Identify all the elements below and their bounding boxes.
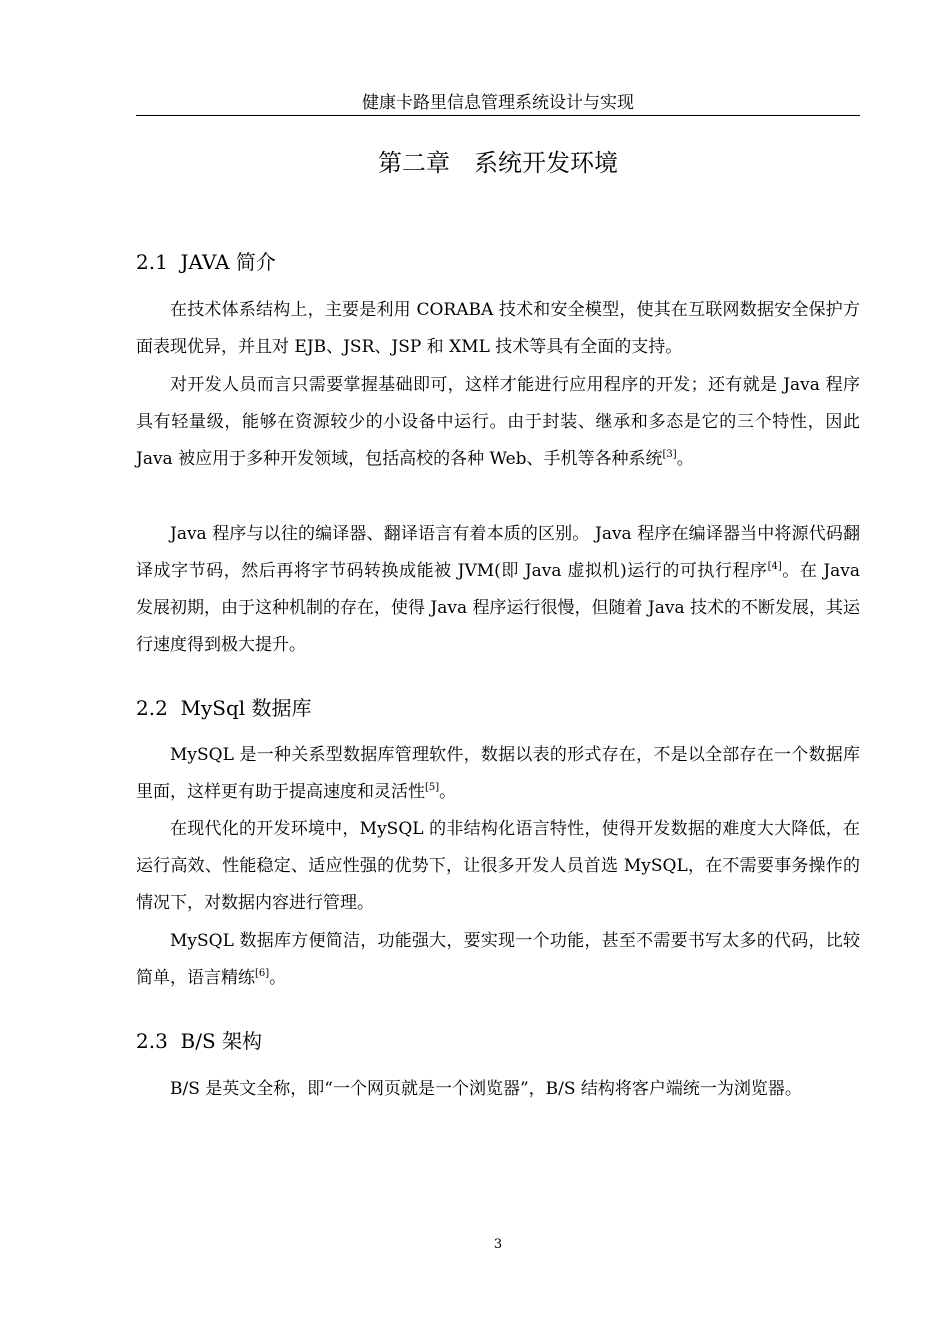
paragraph-text: 在技术体系结构上，主要是利用 CORABA 技术和安全模型，使其在互联网数据安全保护方面表现优异，并且对 EJB、JSR、JSP 和 XML 技术等具有全面的支持。 [136, 300, 860, 357]
paragraph-tail: 。 [269, 968, 287, 988]
citation-3: [3] [662, 449, 677, 460]
section-heading-2-3: 2.3 B/S 架构 [136, 1029, 263, 1053]
paragraph-tail: 。在 Java 发展初期，由于这种机制的存在，使得 Java 程序运行很慢，但随着 Java 技术的不断发展，其运行速度得到极大提升。 [136, 561, 861, 655]
paragraph-2-2-2 [136, 811, 860, 922]
citation-6: [6] [255, 968, 270, 979]
header-rule [136, 115, 860, 116]
running-header: 健康卡路里信息管理系统设计与实现 [362, 93, 634, 113]
paragraph-text: MySQL 数据库方便简洁，功能强大，要实现一个功能，甚至不需要书写太多的代码，比较简单，语言精练 [136, 931, 860, 988]
page-number: 3 [493, 1237, 503, 1252]
paragraph-2-2-3 [136, 923, 860, 997]
paragraph-text: 在现代化的开发环境中，MySQL 的非结构化语言特性，使得开发数据的难度大大降低，在运行高效、性能稳定、适应性强的优势下，让很多开发人员首选 MySQL，在不需要事务操作的情况下，对数据内容进行管理。 [136, 819, 860, 913]
paragraph-2-1-1 [136, 292, 860, 366]
section-heading-2-2: 2.2 MySql 数据库 [136, 696, 312, 720]
paragraph-text: B/S 是英文全称，即“一个网页就是一个浏览器”，B/S 结构将客户端统一为浏览器。 [170, 1079, 802, 1099]
section-heading-2-1: 2.1 JAVA 简介 [136, 250, 276, 274]
paragraph-text: 对开发人员而言只需要掌握基础即可，这样才能进行应用程序的开发；还有就是 Java 程序具有轻量级，能够在资源较少的小设备中运行。由于封装、继承和多态是它的三个特性，因此 Java 被应用于多种开发领域，包括高校的各种 Web、手机等各种系统 [136, 375, 860, 469]
paragraph-2-1-3 [136, 516, 860, 664]
paragraph-2-1-2 [136, 367, 860, 478]
paragraph-text: MySQL 是一种关系型数据库管理软件，数据以表的形式存在，不是以全部存在一个数据库里面，这样更有助于提高速度和灵活性 [136, 745, 860, 802]
citation-5: [5] [425, 782, 440, 793]
paragraph-text: Java 程序与以往的编译器、翻译语言有着本质的区别。 Java 程序在编译器当中将源代码翻译成字节码，然后再将字节码转换成能被 JVM(即 Java 虚拟机)运行的可执行程序 [136, 524, 860, 581]
chapter-title: 第二章 系统开发环境 [378, 149, 618, 177]
paragraph-tail: 。 [676, 449, 694, 469]
citation-4: [4] [767, 561, 782, 572]
paragraph-2-3-1 [136, 1071, 860, 1108]
paragraph-tail: 。 [439, 782, 457, 802]
paragraph-2-2-1 [136, 737, 860, 811]
